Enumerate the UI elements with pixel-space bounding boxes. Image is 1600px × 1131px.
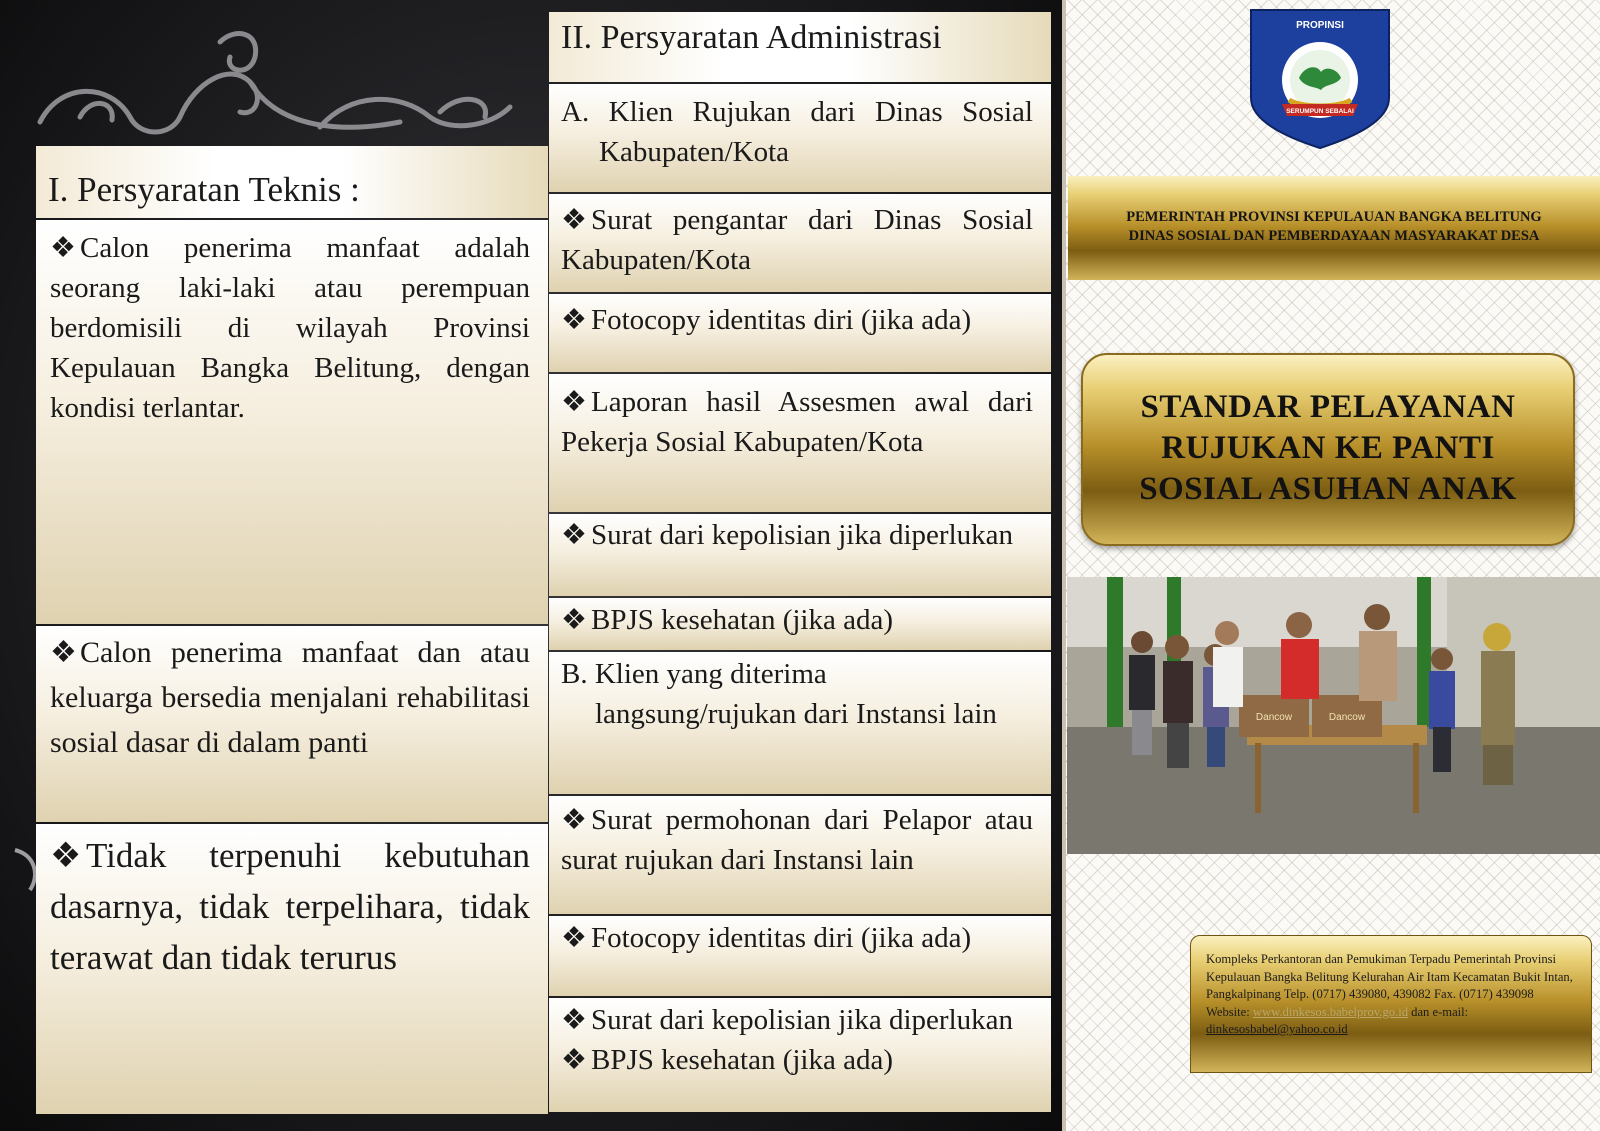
email-label: e-mail: bbox=[1432, 1004, 1469, 1019]
section-a-item: ❖ BPJS kesehatan (jika ada) bbox=[549, 598, 1051, 650]
technical-item bbox=[36, 626, 548, 822]
svg-text:SERUMPUN SEBALAI: SERUMPUN SEBALAI bbox=[1286, 108, 1354, 115]
section-b-heading: B. Klien yang diterima langsung/rujukan dari Instansi lain bbox=[561, 658, 997, 730]
bullet-icon: ❖ bbox=[561, 1004, 587, 1036]
contact-address-box bbox=[1190, 935, 1592, 1073]
section-b-item: ❖ Surat permohonan dari Pelapor atau surat rujukan dari Instansi lain bbox=[549, 796, 1051, 914]
organization-banner bbox=[1068, 176, 1600, 280]
technical-item-text: ❖ Tidak terpenuhi kebutuhan dasarnya, tidak terpelihara, tidak terawat dan tidak terurus bbox=[50, 830, 530, 983]
section-b-item-group bbox=[549, 998, 1051, 1112]
title-line-3: SOSIAL ASUHAN ANAK bbox=[1139, 471, 1517, 507]
section-a-item: ❖ Surat dari kepolisian jika diperlukan bbox=[549, 514, 1051, 596]
fold-line bbox=[1062, 0, 1066, 1131]
province-logo bbox=[1249, 8, 1391, 150]
section-a-item: ❖ Laporan hasil Assesmen awal dari Pekerja Sosial Kabupaten/Kota bbox=[549, 374, 1051, 512]
technical-item bbox=[36, 220, 548, 624]
email-link[interactable]: dinkesosbabel@yahoo.co.id bbox=[1206, 1022, 1348, 1036]
bullet-icon: ❖ bbox=[50, 232, 76, 264]
top-ornament bbox=[20, 22, 540, 152]
title-line-1: STANDAR PELAYANAN bbox=[1140, 389, 1516, 425]
administrative-requirements-heading: II. Persyaratan Administrasi bbox=[561, 19, 942, 56]
organization-line-2: DINAS SOSIAL DAN PEMBERDAYAAN MASYARAKAT DESA bbox=[1128, 228, 1540, 244]
bullet-icon: ❖ bbox=[561, 519, 587, 551]
technical-requirements-heading-box bbox=[36, 146, 548, 218]
bullet-icon: ❖ bbox=[50, 636, 77, 669]
bullet-icon: ❖ bbox=[561, 204, 587, 236]
organization-line-1: PEMERINTAH PROVINSI KEPULAUAN BANGKA BELITUNG bbox=[1126, 209, 1542, 225]
technical-item-text: ❖ Calon penerima manfaat dan atau keluarga bersedia menjalani rehabilitasi sosial dasar di dalam panti bbox=[50, 630, 530, 765]
dan-text: dan bbox=[1411, 1004, 1430, 1019]
svg-text:Dancow: Dancow bbox=[1255, 712, 1293, 723]
section-a-box bbox=[549, 84, 1051, 192]
bullet-icon: ❖ bbox=[561, 804, 587, 836]
brochure-title-box bbox=[1081, 353, 1575, 546]
bullet-icon: ❖ bbox=[561, 922, 587, 954]
bullet-icon: ❖ bbox=[561, 604, 587, 636]
website-link[interactable]: www.dinkesos.babelprov.go.id bbox=[1252, 1004, 1408, 1019]
bullet-icon: ❖ bbox=[561, 304, 587, 336]
section-a-item: ❖ Surat pengantar dari Dinas Sosial Kabupaten/Kota bbox=[549, 194, 1051, 292]
bullet-icon: ❖ bbox=[561, 1044, 587, 1076]
technical-requirements-heading: I. Persyaratan Teknis : bbox=[48, 170, 360, 209]
technical-item-text: ❖ Calon penerima manfaat adalah seorang laki-laki atau perempuan berdomisili di wilayah Provinsi Kepulauan Bangka Belitung, dengan kondisi terlantar. bbox=[50, 228, 530, 428]
technical-requirements-panel bbox=[36, 146, 548, 977]
bullet-icon: ❖ bbox=[561, 386, 587, 418]
administrative-requirements-panel bbox=[549, 12, 1051, 1112]
svg-text:PROPINSI: PROPINSI bbox=[1296, 20, 1344, 31]
section-b-item: ❖ BPJS kesehatan (jika ada) bbox=[561, 1040, 1033, 1080]
contact-address-text bbox=[1206, 951, 1579, 1039]
section-b-item: ❖ Fotocopy identitas diri (jika ada) bbox=[549, 916, 1051, 996]
address-text: Kompleks Perkantoran dan Pemukiman Terpadu Pemerintah Provinsi Kepulauan Bangka Belitung Kelurahan Air Itam Kecamatan Bukit Intan, Pangkalpinang Telp. (0717) 439080, 439082 Fax. (0717) 439098 Website: bbox=[1206, 952, 1573, 1019]
title-line-2: RUJUKAN KE PANTI bbox=[1161, 430, 1495, 466]
section-a-item: ❖ Fotocopy identitas diri (jika ada) bbox=[549, 294, 1051, 372]
group-photo bbox=[1067, 577, 1600, 854]
bullet-icon: ❖ bbox=[50, 836, 82, 875]
section-b-item: ❖ Surat dari kepolisian jika diperlukan bbox=[561, 1000, 1033, 1040]
section-b-box bbox=[549, 652, 1051, 794]
svg-text:Dancow: Dancow bbox=[1328, 712, 1366, 723]
administrative-requirements-heading-box bbox=[549, 12, 1051, 82]
technical-item bbox=[36, 824, 548, 1114]
section-a-heading: A. Klien Rujukan dari Dinas Sosial Kabupaten/Kota bbox=[561, 96, 1033, 168]
